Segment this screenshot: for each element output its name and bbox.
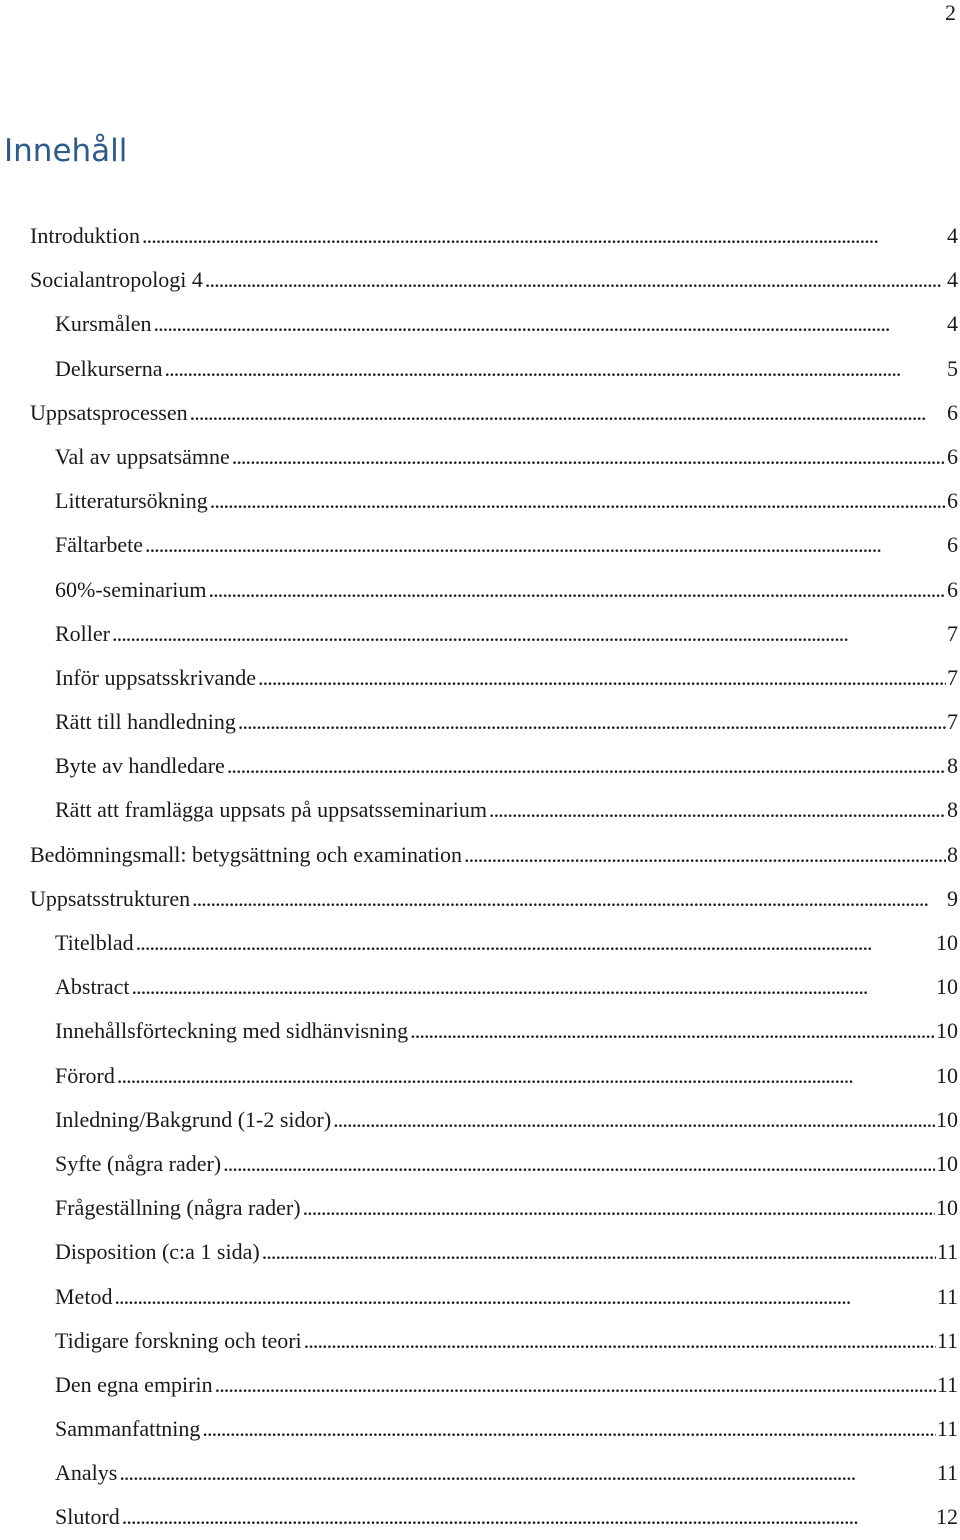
toc-dot-leader bbox=[258, 656, 946, 700]
toc-dot-leader bbox=[192, 877, 946, 921]
toc-entry-title: Bedömningsmall: betygsättning och examination bbox=[30, 841, 462, 867]
toc-entry[interactable] bbox=[0, 302, 960, 346]
toc-entry[interactable] bbox=[0, 479, 960, 523]
toc-entry-page-number: 11 bbox=[936, 1371, 958, 1397]
toc-entry-page-number: 11 bbox=[936, 1327, 958, 1353]
toc-entry[interactable] bbox=[0, 1407, 960, 1451]
toc-entry[interactable] bbox=[0, 1451, 960, 1495]
toc-dot-leader bbox=[210, 479, 946, 523]
toc-entry-title: Byte av handledare bbox=[55, 753, 225, 779]
toc-entry-page-number: 6 bbox=[947, 443, 958, 469]
toc-entry[interactable] bbox=[0, 435, 960, 479]
toc-entry-page-number: 6 bbox=[947, 576, 958, 602]
toc-entry[interactable] bbox=[0, 1186, 960, 1230]
toc-entry-page-number: 11 bbox=[936, 1239, 958, 1265]
toc-entry-page-number: 9 bbox=[947, 885, 958, 911]
toc-entry[interactable] bbox=[0, 788, 960, 832]
toc-entry[interactable] bbox=[0, 1054, 960, 1098]
toc-entry[interactable] bbox=[0, 833, 960, 877]
toc-dot-leader bbox=[132, 965, 935, 1009]
toc-entry[interactable] bbox=[0, 1495, 960, 1539]
page-number: 2 bbox=[945, 0, 956, 25]
toc-entry-title: Abstract bbox=[55, 974, 130, 1000]
toc-dot-leader bbox=[205, 258, 946, 302]
toc-entry[interactable] bbox=[0, 391, 960, 435]
toc-entry-page-number: 10 bbox=[936, 974, 958, 1000]
toc-entry-page-number: 8 bbox=[947, 753, 958, 779]
toc-entry-title: Innehållsförteckning med sidhänvisning bbox=[55, 1018, 409, 1044]
toc-dot-leader bbox=[209, 568, 946, 612]
toc-dot-leader bbox=[119, 1451, 935, 1495]
toc-entry[interactable] bbox=[0, 1363, 960, 1407]
toc-entry-page-number: 5 bbox=[947, 355, 958, 381]
toc-dot-leader bbox=[304, 1319, 936, 1363]
toc-entry-title: Disposition (c:a 1 sida) bbox=[55, 1239, 260, 1265]
table-of-contents bbox=[0, 214, 960, 1540]
toc-entry-title: Sammanfattning bbox=[55, 1416, 201, 1442]
toc-dot-leader bbox=[223, 1142, 935, 1186]
toc-entry[interactable] bbox=[0, 214, 960, 258]
toc-entry-page-number: 11 bbox=[936, 1283, 958, 1309]
toc-entry[interactable] bbox=[0, 568, 960, 612]
toc-entry-title: Rätt att framlägga uppsats på uppsatsseminarium bbox=[55, 797, 487, 823]
toc-entry[interactable] bbox=[0, 523, 960, 567]
toc-entry-page-number: 7 bbox=[947, 620, 958, 646]
toc-entry-title: Roller bbox=[55, 620, 110, 646]
toc-entry-page-number: 10 bbox=[936, 930, 958, 955]
toc-entry-page-number: 10 bbox=[936, 1150, 958, 1176]
toc-dot-leader bbox=[165, 347, 946, 391]
toc-entry[interactable] bbox=[0, 1319, 960, 1363]
toc-dot-leader bbox=[136, 921, 935, 965]
toc-dot-leader bbox=[238, 700, 946, 744]
toc-entry-title: Titelblad bbox=[55, 930, 134, 955]
toc-entry-page-number: 10 bbox=[936, 1106, 958, 1132]
toc-dot-leader bbox=[112, 612, 946, 656]
toc-dot-leader bbox=[142, 214, 946, 258]
toc-entry-title: Fältarbete bbox=[55, 532, 143, 558]
toc-dot-leader bbox=[114, 1275, 935, 1319]
toc-dot-leader bbox=[117, 1054, 935, 1098]
toc-entry[interactable] bbox=[0, 612, 960, 656]
toc-entry[interactable] bbox=[0, 1142, 960, 1186]
toc-entry[interactable] bbox=[0, 965, 960, 1009]
toc-entry-title: Val av uppsatsämne bbox=[55, 443, 230, 469]
toc-entry-title: Analys bbox=[55, 1460, 118, 1486]
toc-entry-title: Introduktion bbox=[30, 223, 140, 248]
toc-entry[interactable] bbox=[0, 1098, 960, 1142]
toc-entry-page-number: 10 bbox=[936, 1195, 958, 1221]
toc-dot-leader bbox=[464, 833, 946, 877]
toc-entry-page-number: 10 bbox=[936, 1062, 958, 1088]
toc-dot-leader bbox=[190, 391, 946, 435]
toc-entry-page-number: 6 bbox=[947, 488, 958, 514]
toc-dot-leader bbox=[262, 1230, 936, 1274]
toc-entry[interactable] bbox=[0, 347, 960, 391]
toc-entry-page-number: 11 bbox=[936, 1416, 958, 1442]
toc-entry-title: Inledning/Bakgrund (1-2 sidor) bbox=[55, 1106, 332, 1132]
toc-entry-title: Inför uppsatsskrivande bbox=[55, 664, 257, 690]
toc-dot-leader bbox=[303, 1186, 935, 1230]
toc-dot-leader bbox=[489, 788, 946, 832]
toc-entry-title: Delkurserna bbox=[55, 355, 163, 381]
toc-dot-leader bbox=[227, 744, 946, 788]
toc-entry-title: Tidigare forskning och teori bbox=[55, 1327, 302, 1353]
toc-entry-page-number: 10 bbox=[936, 1018, 958, 1044]
toc-heading: Innehåll bbox=[4, 133, 128, 169]
toc-entry-title: Frågeställning (några rader) bbox=[55, 1195, 301, 1221]
toc-dot-leader bbox=[202, 1407, 935, 1451]
toc-entry-title: Uppsatsprocessen bbox=[30, 399, 188, 425]
toc-entry[interactable] bbox=[0, 258, 960, 302]
toc-entry-title: Slutord bbox=[55, 1504, 120, 1530]
toc-entry-title: Litteratursökning bbox=[55, 488, 208, 514]
toc-entry-title: Uppsatsstrukturen bbox=[30, 885, 191, 911]
toc-dot-leader bbox=[333, 1098, 935, 1142]
toc-entry-page-number: 4 bbox=[947, 311, 958, 337]
toc-entry-title: 60%-seminarium bbox=[55, 576, 207, 602]
toc-entry-page-number: 11 bbox=[936, 1460, 958, 1486]
toc-entry[interactable] bbox=[0, 1275, 960, 1319]
toc-entry[interactable] bbox=[0, 1230, 960, 1274]
toc-entry-title: Metod bbox=[55, 1283, 113, 1309]
toc-entry[interactable] bbox=[0, 921, 960, 965]
toc-entry[interactable] bbox=[0, 656, 960, 700]
toc-entry-title: Rätt till handledning bbox=[55, 709, 236, 735]
toc-dot-leader bbox=[154, 302, 946, 346]
toc-entry-page-number: 6 bbox=[947, 532, 958, 558]
toc-entry-page-number: 4 bbox=[947, 223, 958, 248]
toc-entry-page-number: 12 bbox=[936, 1504, 958, 1530]
toc-entry[interactable] bbox=[0, 1009, 960, 1053]
toc-dot-leader bbox=[232, 435, 946, 479]
toc-entry-page-number: 8 bbox=[947, 841, 958, 867]
toc-dot-leader bbox=[215, 1363, 936, 1407]
toc-entry-title: Syfte (några rader) bbox=[55, 1150, 222, 1176]
toc-entry-page-number: 4 bbox=[947, 267, 958, 293]
toc-entry[interactable] bbox=[0, 877, 960, 921]
toc-entry-page-number: 8 bbox=[947, 797, 958, 823]
toc-entry-title: Förord bbox=[55, 1062, 115, 1088]
toc-entry-title: Den egna empirin bbox=[55, 1371, 213, 1397]
toc-entry-title: Socialantropologi 4 bbox=[30, 267, 203, 293]
toc-dot-leader bbox=[410, 1009, 935, 1053]
toc-entry-page-number: 6 bbox=[947, 399, 958, 425]
toc-dot-leader bbox=[145, 523, 946, 567]
toc-entry-page-number: 7 bbox=[947, 709, 958, 735]
toc-entry[interactable] bbox=[0, 744, 960, 788]
toc-dot-leader bbox=[122, 1495, 935, 1539]
toc-entry-title: Kursmålen bbox=[55, 311, 152, 337]
toc-entry[interactable] bbox=[0, 700, 960, 744]
toc-entry-page-number: 7 bbox=[947, 664, 958, 690]
